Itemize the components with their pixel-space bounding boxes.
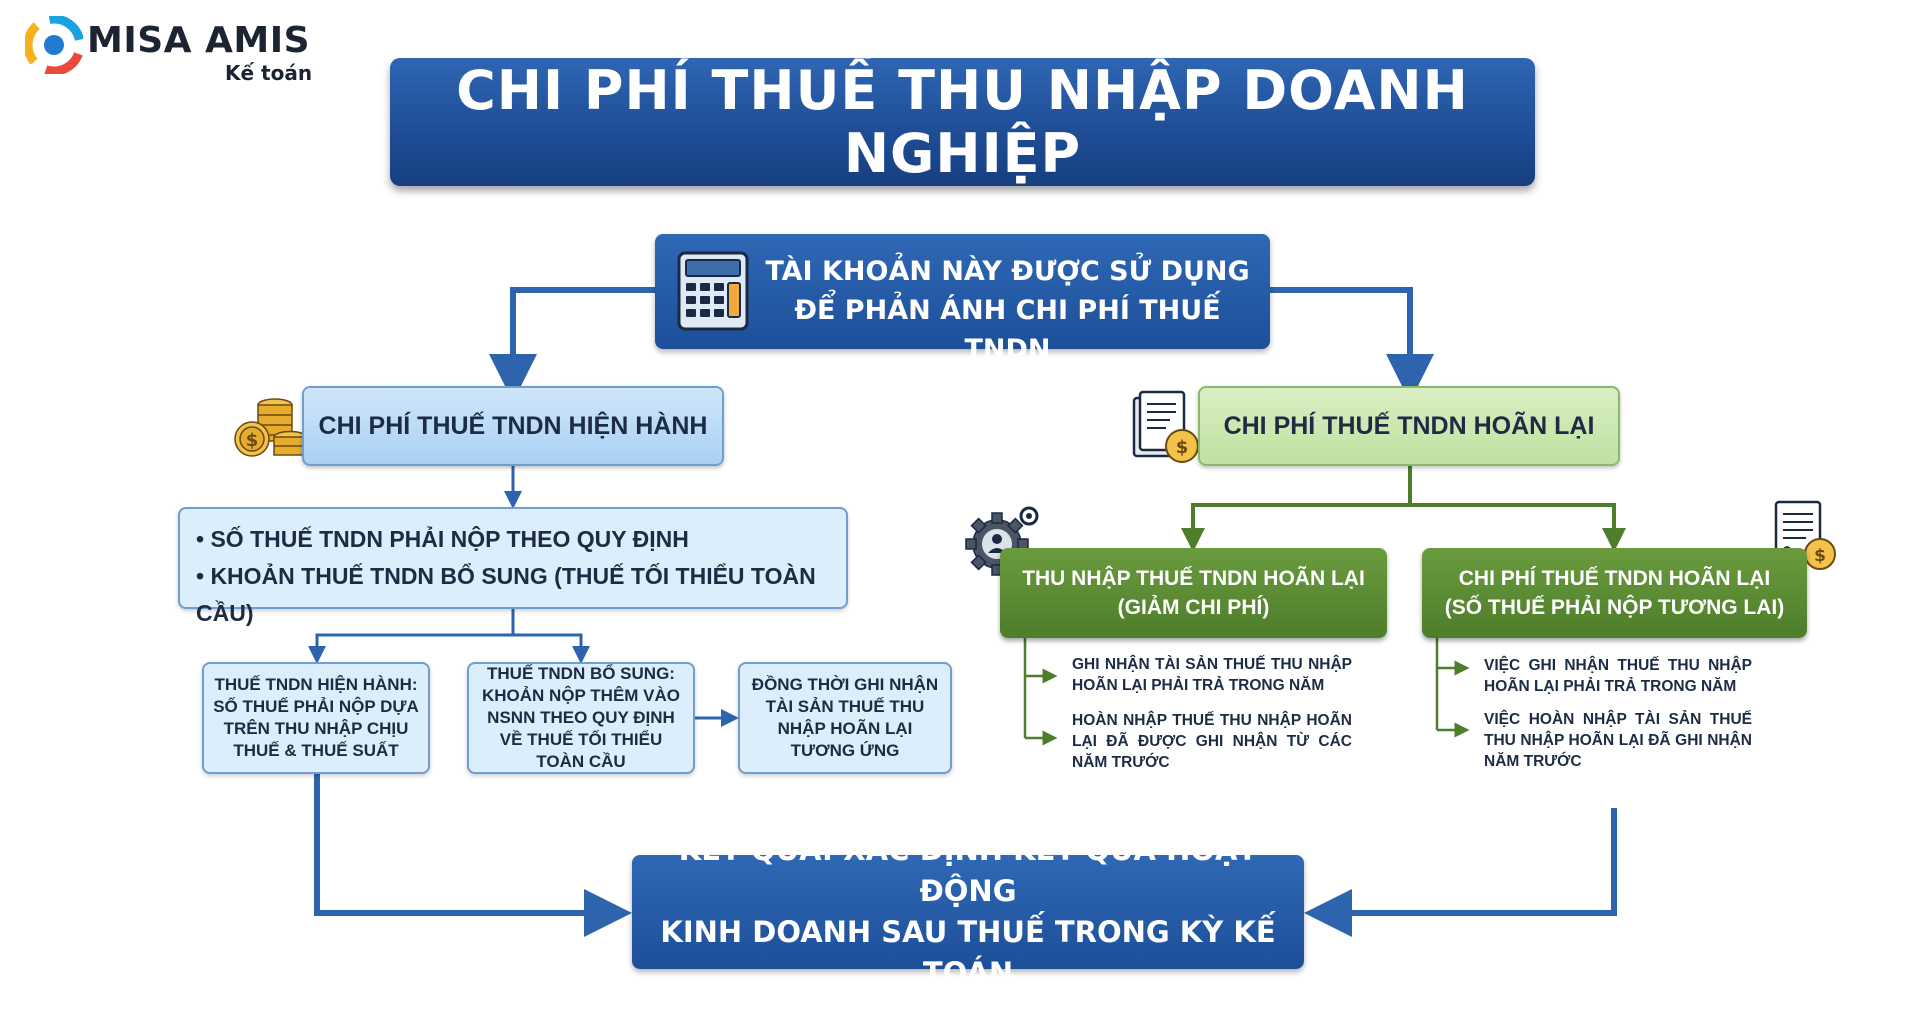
deferred-tax-income-box [1000, 548, 1387, 638]
arrow-right-result [1328, 808, 1614, 913]
deferred-expense-note-1: VIỆC GHI NHẬN THUẾ THU NHẬP HOÃN LẠI PHẢI TRẢ TRONG NĂM [1484, 657, 1752, 695]
additional-tax-detail-box: THUẾ TNDN BỔ SUNG: KHOẢN NỘP THÊM VÀO NSNN THEO QUY ĐỊNH VỀ THUẾ TỐI THIỂU TOÀN CẦU [467, 662, 695, 774]
deferred-expense-title: CHI PHÍ THUẾ TNDN HOÃN LẠI [1458, 567, 1771, 590]
svg-text:$: $ [245, 430, 259, 451]
deferred-income-subtitle: (GIẢM CHI PHÍ) [1117, 596, 1270, 619]
arrow-top-left [513, 290, 655, 378]
deferred-income-note-2: HOÀN NHẬP THUẾ THU NHẬP HOÃN LẠI ĐÃ ĐƯỢC GHI NHẬN TỪ CÁC NĂM TRƯỚC [1072, 712, 1352, 771]
deferred-asset-recognition-box: ĐỒNG THỜI GHI NHẬN TÀI SẢN THUẾ THU NHẬP HOÃN LẠI TƯƠNG ỨNG [738, 662, 952, 774]
deferred-expense-note-2: VIỆC HOÀN NHẬP TÀI SẢN THUẾ THU NHẬP HOÃN LẠI ĐÃ GHI NHẬN NĂM TRƯỚC [1484, 711, 1752, 770]
definition-line-2: ĐỂ PHẢN ÁNH CHI PHÍ THUẾ TNDN [794, 295, 1221, 365]
arrow-green-split [1193, 466, 1614, 540]
bullet-item: • KHOẢN THUẾ TNDN BỔ SUNG (THUẾ TỐI THIỂU TOÀN CẦU) [196, 563, 816, 626]
svg-text:$: $ [1814, 546, 1826, 566]
result-box [632, 833, 1304, 990]
calculator-icon [677, 251, 749, 331]
arrow-top-right [1270, 290, 1410, 378]
result-line-2: KINH DOANH SAU THUẾ TRONG KỲ KẾ TOÁN [660, 915, 1276, 990]
svg-text:$: $ [1175, 437, 1189, 458]
misa-amis-logo [25, 16, 313, 86]
logo-brand: MISA AMIS [87, 20, 311, 61]
logo-subtitle: Kế toán [225, 61, 313, 85]
bullet-item: • SỐ THUẾ TNDN PHẢI NỘP THEO QUY ĐỊNH [196, 526, 689, 552]
arrow-left-result [317, 774, 608, 913]
deferred-tax-expense-heading: CHI PHÍ THUẾ TNDN HOÃN LẠI [1198, 386, 1620, 466]
misa-logo-icon [25, 16, 83, 74]
deferred-income-title: THU NHẬP THUẾ TNDN HOÃN LẠI [1022, 567, 1365, 590]
definition-line-1: TÀI KHOẢN NÀY ĐƯỢC SỬ DỤNG [765, 256, 1250, 287]
deferred-income-note-1: GHI NHẬN TÀI SẢN THUẾ THU NHẬP HOÃN LẠI PHẢI TRẢ TRONG NĂM [1072, 656, 1352, 694]
deferred-tax-expense-box [1422, 548, 1807, 638]
current-tax-bullets [178, 507, 848, 626]
result-line-1: KẾT QUẢ: XÁC ĐỊNH KẾT QUẢ HOẠT ĐỘNG [678, 833, 1258, 908]
page-title: CHI PHÍ THUẾ THU NHẬP DOANH NGHIỆP [390, 58, 1535, 186]
definition-box [655, 234, 1270, 365]
document-coin-icon [1130, 390, 1202, 468]
current-tax-expense-heading: CHI PHÍ THUẾ TNDN HIỆN HÀNH [302, 386, 724, 466]
current-tax-detail-box: THUẾ TNDN HIỆN HÀNH: SỐ THUẾ PHẢI NỘP DỰA TRÊN THU NHẬP CHỊU THUẾ & THUẾ SUẤT [202, 662, 430, 774]
deferred-expense-subtitle: (SỐ THUẾ PHẢI NỘP TƯƠNG LAI) [1444, 596, 1785, 619]
